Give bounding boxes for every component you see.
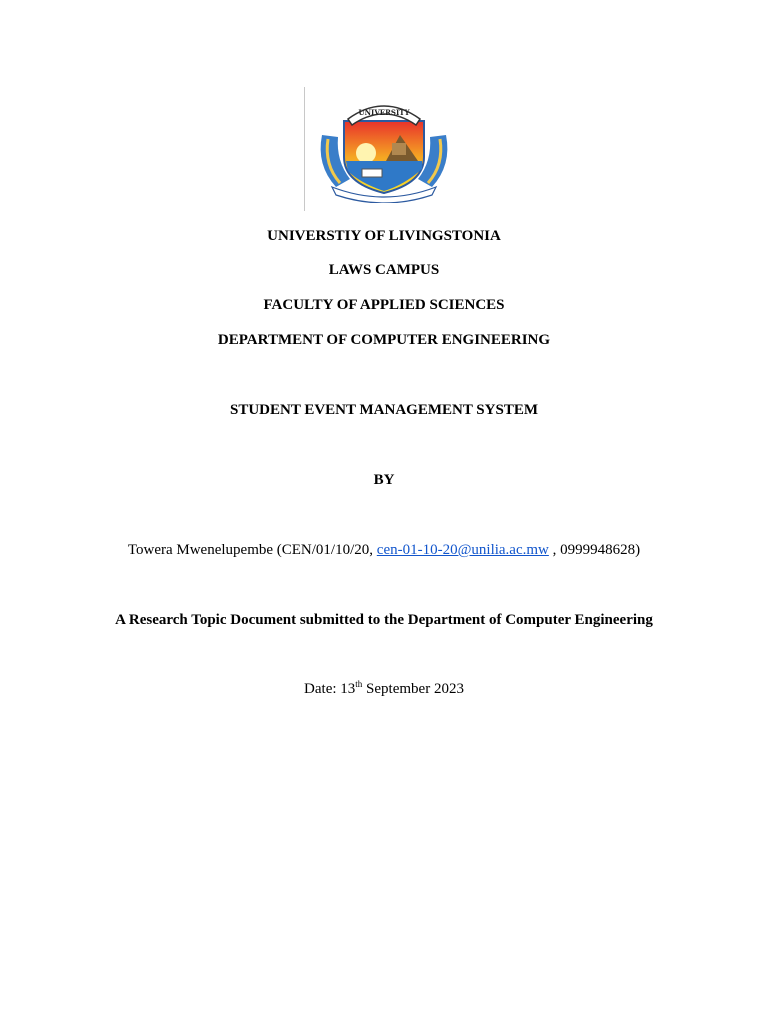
date-suffix: September 2023 — [362, 681, 464, 697]
by-label: BY — [373, 472, 395, 488]
university-name: UNIVERSTIY OF LIVINGSTONIA — [267, 228, 501, 244]
department-name: DEPARTMENT OF COMPUTER ENGINEERING — [217, 332, 551, 348]
author-suffix: , 0999948628) — [548, 542, 641, 558]
author-email-link[interactable]: cen-01-10-20@unilia.ac.mw — [376, 542, 549, 558]
date-prefix: Date: 13 — [304, 681, 356, 697]
author-prefix: Towera Mwenelupembe (CEN/01/10/20, — [127, 542, 377, 558]
university-crest-icon — [314, 95, 454, 203]
document-title: STUDENT EVENT MANAGEMENT SYSTEM — [230, 402, 538, 418]
campus-name: LAWS CAMPUS — [328, 262, 440, 278]
faculty-name: FACULTY OF APPLIED SCIENCES — [263, 297, 505, 313]
university-logo — [304, 87, 464, 211]
svg-text:UNIVERSITY: UNIVERSITY — [358, 108, 410, 117]
submission-statement: A Research Topic Document submitted to the Department of Computer Engineering — [115, 612, 653, 628]
logo-divider — [304, 87, 305, 211]
date-superscript: th — [355, 679, 363, 689]
author-line — [0, 541, 768, 559]
date-line — [0, 680, 768, 698]
